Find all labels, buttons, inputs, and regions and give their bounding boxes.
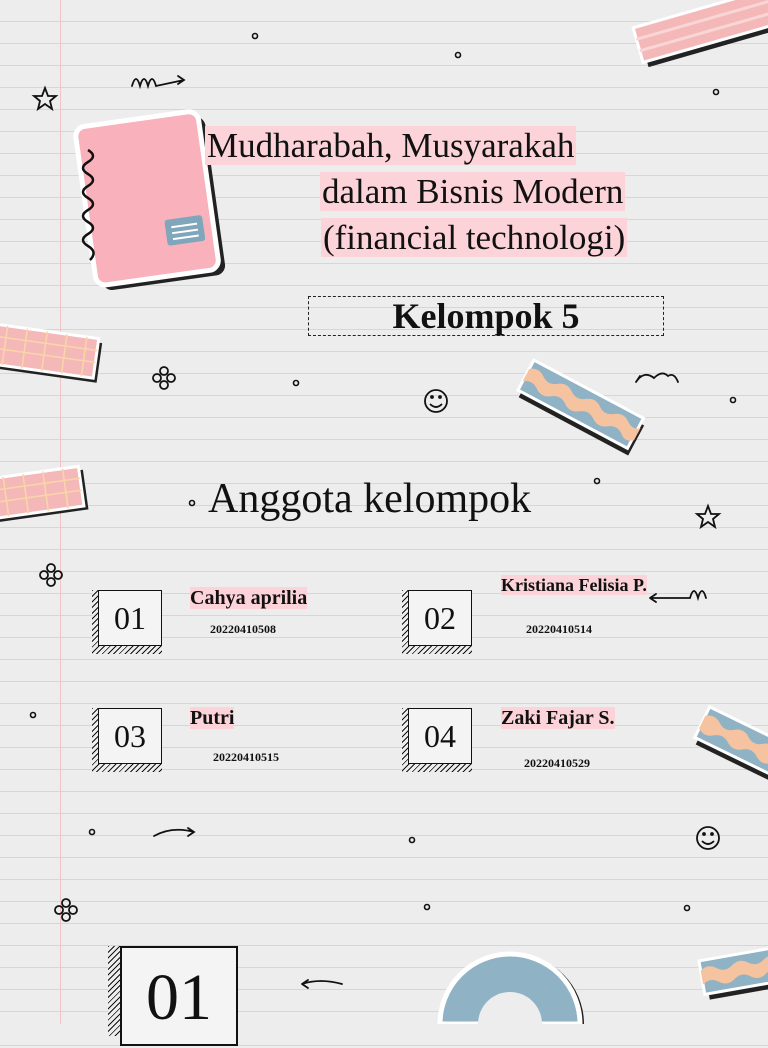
title-line-2: dalam Bisnis Modern	[322, 172, 624, 211]
washi-tape	[699, 945, 768, 1001]
member-number-box	[402, 708, 472, 772]
member-number-box	[92, 590, 162, 654]
member-number-box	[92, 708, 162, 772]
flower-icon	[55, 899, 77, 921]
title-line-1: Mudharabah, Musyarakah	[207, 126, 575, 165]
washi-tape	[0, 323, 103, 383]
smiley-icon	[697, 827, 719, 849]
member-number: 03	[98, 708, 162, 764]
member-number: 02	[408, 590, 472, 646]
washi-tape	[515, 360, 647, 455]
member-number: 04	[408, 708, 472, 764]
member-nim: 20220410508	[210, 622, 276, 636]
member-nim: 20220410514	[526, 622, 592, 636]
flower-icon	[40, 564, 62, 586]
member-nim: 20220410515	[213, 750, 279, 764]
member-name: Kristiana Felisia P.	[501, 575, 647, 595]
flower-icon	[153, 367, 175, 389]
washi-tape	[0, 466, 88, 523]
footer-number-box	[108, 946, 238, 1036]
member-name: Cahya aprilia	[190, 587, 308, 609]
member-number: 01	[98, 590, 162, 646]
section-title: Anggota kelompok	[208, 476, 532, 522]
smiley-icon	[425, 390, 447, 412]
footer-number: 01	[120, 946, 238, 1046]
washi-tape	[633, 0, 768, 68]
member-nim: 20220410529	[524, 756, 590, 770]
title-line-3: (financial technologi)	[323, 218, 626, 257]
arrow-doodle	[132, 76, 706, 988]
protractor-icon	[440, 954, 584, 1024]
group-label: Kelompok 5	[308, 296, 664, 336]
member-name: Putri	[190, 707, 235, 729]
washi-tape	[692, 707, 768, 793]
star-icon	[697, 506, 719, 527]
member-name: Zaki Fajar S.	[501, 707, 615, 729]
star-icon	[34, 88, 56, 109]
member-number-box	[402, 590, 472, 654]
